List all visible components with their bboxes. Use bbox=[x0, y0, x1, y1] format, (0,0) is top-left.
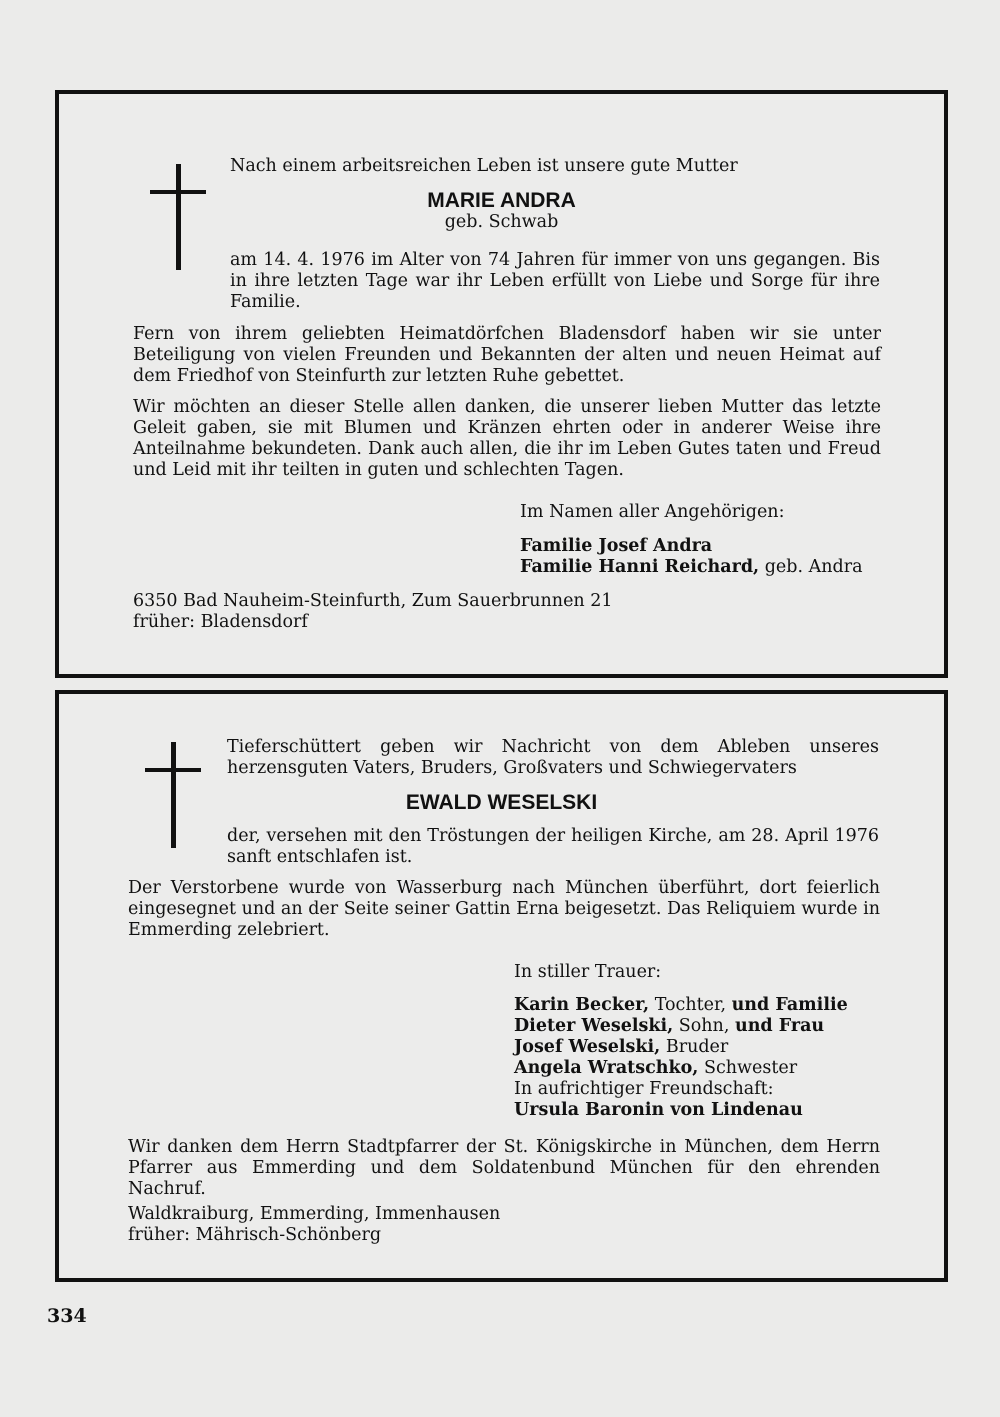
mourner-name: Angela Wratschko, bbox=[514, 1058, 699, 1078]
burial-text: Der Verstorbene wurde von Wasserburg nach München überführt, dort feierlich eingesegnet und an der Seite seiner Gattin Erna beigesetzt. Das Reliquiem wurde in Emmerding zelebriert. bbox=[128, 878, 880, 940]
family-line bbox=[520, 557, 863, 578]
mourner-line bbox=[514, 995, 848, 1016]
mourner-extra: und Frau bbox=[734, 1016, 825, 1036]
family-name: Familie Hanni Reichard, bbox=[520, 557, 760, 577]
address-block bbox=[133, 591, 613, 633]
signature-block bbox=[514, 962, 848, 1121]
notice-intro: Tieferschüttert geben wir Nachricht von dem Ableben unseres herzensguten Vaters, Bruders, Großvaters und Schwiegervaters bbox=[227, 737, 879, 778]
obituary-notice-marie-andra bbox=[55, 90, 948, 678]
mourner-line bbox=[514, 1037, 848, 1058]
mourner-extra: und Familie bbox=[731, 995, 848, 1015]
mourner-line bbox=[514, 1058, 848, 1079]
maiden-name: geb. Schwab bbox=[444, 212, 559, 232]
death-text: der, versehen mit den Tröstungen der heiligen Kirche, am 28. April 1976 sanft entschlafen ist. bbox=[227, 826, 879, 867]
family-name: Familie Josef Andra bbox=[520, 536, 713, 556]
places-block bbox=[128, 1204, 500, 1246]
family-suffix: geb. Andra bbox=[759, 557, 863, 577]
places-line: früher: Mährisch-Schönberg bbox=[128, 1225, 382, 1245]
mourner-role: Schwester bbox=[698, 1058, 798, 1078]
friend-line bbox=[514, 1100, 848, 1121]
cross-horizontal-bar bbox=[145, 768, 201, 772]
friendship-label: In aufrichtiger Freundschaft: bbox=[514, 1079, 774, 1099]
signoff-line: Im Namen aller Angehörigen: bbox=[520, 502, 785, 522]
signature-block bbox=[520, 502, 863, 578]
mourner-role: Sohn, bbox=[673, 1016, 735, 1036]
mourner-role: Tochter, bbox=[649, 995, 732, 1015]
mourner-line bbox=[514, 1016, 848, 1037]
mourner-name: Josef Weselski, bbox=[514, 1037, 661, 1057]
mourner-name: Dieter Weselski, bbox=[514, 1016, 674, 1036]
burial-text: Fern von ihrem geliebten Heimatdörfchen Bladensdorf haben wir sie unter Beteiligung von vielen Freunden und Bekannten der alten und neuen Heimat auf dem Friedhof von Steinfurth zur letzten Ruhe gebettet. bbox=[133, 324, 881, 386]
family-line bbox=[520, 536, 863, 557]
mourner-role: Bruder bbox=[660, 1037, 729, 1057]
obituary-notice-ewald-weselski bbox=[55, 690, 948, 1282]
death-text: am 14. 4. 1976 im Alter von 74 Jahren für immer von uns gegangen. Bis in ihre letzten Tage war ihr Leben erfüllt von Liebe und Sorge für ihre Familie. bbox=[230, 250, 880, 312]
mourner-name: Karin Becker, bbox=[514, 995, 650, 1015]
address-line: früher: Bladensdorf bbox=[133, 612, 308, 632]
places-line: Waldkraiburg, Emmerding, Immenhausen bbox=[128, 1204, 501, 1224]
deceased-name: EWALD WESELSKI bbox=[405, 791, 598, 814]
thanks-text: Wir danken dem Herrn Stadtpfarrer der St. Königskirche in München, dem Herrn Pfarrer aus Emmerding und dem Soldatenbund München für den ehrenden Nachruf. bbox=[128, 1137, 880, 1199]
thanks-text: Wir möchten an dieser Stelle allen danken, die unserer lieben Mutter das letzte Geleit gaben, sie mit Blumen und Kränzen ehrten oder in anderer Weise ihre Anteilnahme bekundeten. Dank auch allen, die ihr im Leben Gutes taten und Freud und Leid mit ihr teilten in guten und schlechten Tagen. bbox=[133, 397, 881, 480]
notice-intro: Nach einem arbeitsreichen Leben ist unsere gute Mutter bbox=[230, 156, 738, 176]
deceased-name: MARIE ANDRA bbox=[427, 189, 576, 212]
address-line: 6350 Bad Nauheim-Steinfurth, Zum Sauerbrunnen 21 bbox=[133, 591, 613, 611]
signoff-line: In stiller Trauer: bbox=[514, 962, 662, 982]
page-number: 334 bbox=[47, 1305, 87, 1327]
friend-name: Ursula Baronin von Lindenau bbox=[514, 1100, 803, 1120]
